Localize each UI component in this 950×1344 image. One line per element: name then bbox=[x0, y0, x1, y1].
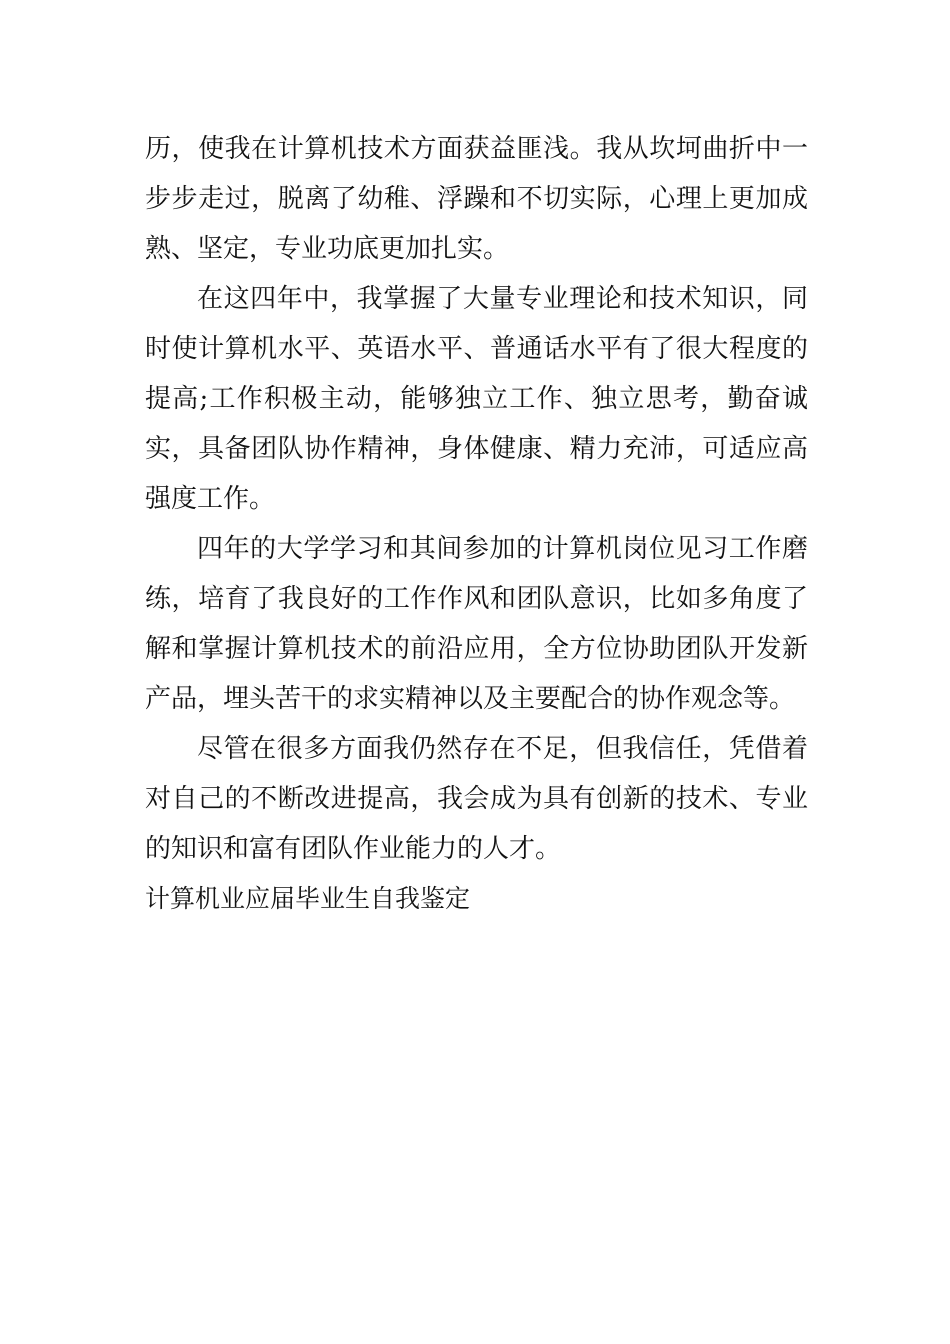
paragraph-skills: 在这四年中，我掌握了大量专业理论和技术知识，同时使计算机水平、英语水平、普通话水平有了很大程度的提高;工作积极主动，能够独立工作、独立思考，勤奋诚实，具备团队协作精神，身体健康、精力充沛，可适应高强度工作。 bbox=[145, 284, 808, 514]
paragraph-continuation: 历，使我在计算机技术方面获益匪浅。我从坎坷曲折中一步步走过，脱离了幼稚、浮躁和不切实际，心理上更加成熟、坚定，专业功底更加扎实。 bbox=[145, 134, 808, 264]
paragraph-training: 四年的大学学习和其间参加的计算机岗位见习工作磨练，培育了我良好的工作作风和团队意识，比如多角度了解和掌握计算机技术的前沿应用，全方位协助团队开发新产品，埋头苦干的求实精神以及主要配合的协作观念等。 bbox=[145, 534, 808, 714]
next-section-title: 计算机业应届毕业生自我鉴定 bbox=[145, 884, 471, 913]
paragraph-conclusion: 尽管在很多方面我仍然存在不足，但我信任，凭借着对自己的不断改进提高，我会成为具有创新的技术、专业的知识和富有团队作业能力的人才。 bbox=[145, 734, 808, 864]
document-body bbox=[145, 124, 808, 924]
